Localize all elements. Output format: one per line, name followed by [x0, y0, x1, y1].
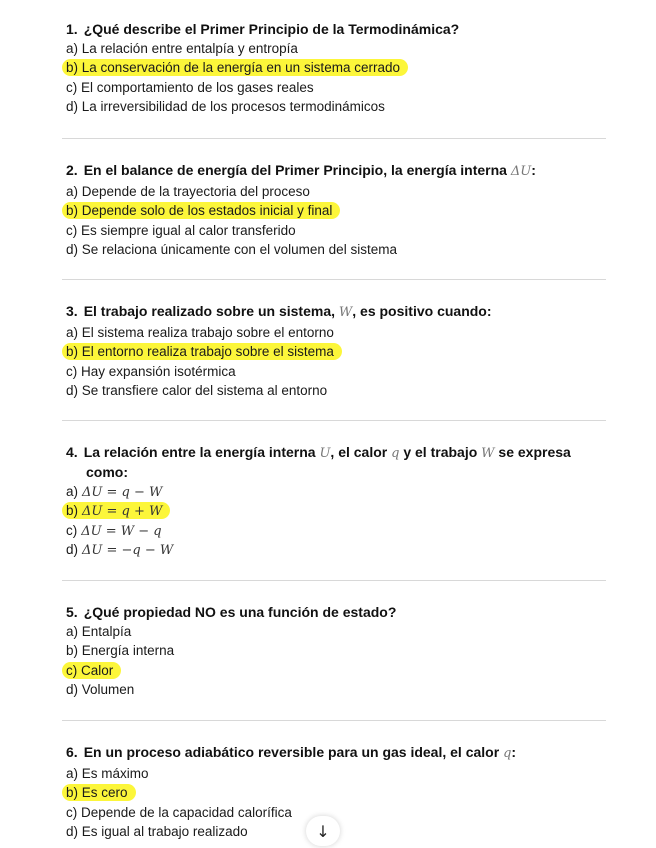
question-text-suffix: : — [511, 744, 517, 760]
option-c[interactable] — [66, 661, 626, 680]
option-d[interactable] — [66, 540, 626, 559]
option-text: El comportamiento de los gases reales — [81, 79, 314, 95]
math-symbol: W — [481, 446, 495, 461]
divider — [62, 720, 606, 721]
highlighted-answer — [62, 202, 340, 219]
question-2 — [66, 161, 626, 259]
option-text: Se transfiere calor del sistema al entorno — [81, 382, 328, 398]
option-b[interactable] — [66, 58, 626, 77]
option-letter: d) — [66, 541, 79, 557]
option-letter: a) — [66, 766, 79, 781]
option-letter: c) — [66, 662, 78, 678]
option-letter: a) — [66, 41, 79, 56]
divider — [62, 279, 606, 280]
divider — [62, 138, 606, 139]
option-c[interactable] — [66, 521, 626, 540]
option-text: Es siempre igual al calor transferido — [81, 222, 296, 238]
option-text: Es máximo — [81, 766, 149, 781]
question-text: En el balance de energía del Primer Principio, la energía interna — [83, 162, 507, 178]
question-4 — [66, 443, 626, 559]
option-letter: c) — [66, 522, 78, 538]
question-text: ¿Qué describe el Primer Principio de la Termodinámica? — [83, 21, 460, 37]
highlighted-answer — [62, 662, 121, 679]
question-text: , el calor — [330, 444, 388, 460]
question-number: 4. — [66, 444, 78, 460]
option-text: Entalpía — [81, 624, 132, 639]
option-letter: a) — [66, 624, 79, 639]
question-title — [66, 603, 626, 621]
option-text: Calor — [81, 662, 114, 678]
option-a[interactable] — [66, 182, 626, 201]
question-text: El trabajo realizado sobre un sistema, — [83, 303, 335, 319]
question-text-continuation: como: — [86, 464, 128, 480]
option-c[interactable] — [66, 803, 626, 822]
question-title — [66, 161, 626, 181]
option-formula: ΔU = q − W — [82, 485, 163, 500]
options-list — [66, 323, 626, 400]
option-formula: ΔU = q + W — [82, 504, 163, 520]
option-letter: d) — [66, 98, 79, 114]
option-letter: a) — [66, 484, 79, 499]
question-text: ¿Qué propiedad NO es una función de estado? — [83, 604, 397, 620]
math-symbol: q — [391, 446, 400, 461]
option-text: La relación entre entalpía y entropía — [81, 41, 298, 56]
question-title — [66, 302, 626, 322]
option-a[interactable] — [66, 323, 626, 342]
option-formula: ΔU = W − q — [81, 523, 162, 539]
option-letter: d) — [66, 241, 79, 257]
options-list — [66, 182, 626, 259]
question-text: En un proceso adiabático reversible para un gas ideal, el calor — [83, 744, 500, 760]
option-letter: d) — [66, 823, 79, 839]
option-letter: c) — [66, 804, 78, 820]
option-letter: c) — [66, 222, 78, 238]
option-letter: b) — [66, 785, 79, 801]
option-d[interactable] — [66, 381, 626, 400]
option-letter: d) — [66, 382, 79, 398]
option-a[interactable] — [66, 39, 626, 58]
question-text: se expresa — [498, 444, 571, 460]
option-b[interactable] — [66, 783, 626, 802]
question-title — [66, 443, 626, 481]
option-letter: a) — [66, 184, 79, 199]
options-list — [66, 482, 626, 559]
question-number: 1. — [66, 21, 78, 37]
option-c[interactable] — [66, 78, 626, 97]
option-letter: b) — [66, 503, 79, 519]
question-title — [66, 20, 626, 38]
question-text-suffix: , es positivo cuando: — [352, 303, 492, 319]
option-text: La irreversibilidad de los procesos termodinámicos — [81, 98, 385, 114]
highlighted-answer — [62, 784, 136, 801]
math-symbol: q — [503, 746, 512, 761]
question-text: La relación entre la energía interna — [83, 444, 316, 460]
option-text: El sistema realiza trabajo sobre el entorno — [81, 325, 334, 340]
question-3 — [66, 302, 626, 400]
highlighted-answer — [62, 59, 408, 76]
option-b[interactable] — [66, 501, 626, 520]
divider — [62, 580, 606, 581]
question-text: y el trabajo — [403, 444, 478, 460]
option-text: Depende solo de los estados inicial y final — [81, 203, 333, 219]
option-a[interactable] — [66, 764, 626, 783]
options-list — [66, 622, 626, 699]
options-list — [66, 39, 626, 116]
highlighted-answer — [62, 502, 170, 519]
question-text-suffix: : — [531, 162, 536, 178]
option-letter: b) — [66, 203, 79, 219]
option-letter: d) — [66, 681, 79, 697]
option-letter: b) — [66, 60, 79, 76]
option-text: Volumen — [81, 681, 135, 697]
divider — [62, 420, 606, 421]
question-number: 2. — [66, 162, 78, 178]
options-list — [66, 764, 626, 841]
question-1 — [66, 20, 626, 116]
math-symbol: ΔU — [510, 164, 532, 179]
question-6 — [66, 743, 626, 841]
math-symbol: U — [319, 446, 331, 461]
highlighted-answer — [62, 343, 342, 360]
question-number: 6. — [66, 744, 78, 760]
option-letter: c) — [66, 79, 78, 95]
question-number: 3. — [66, 303, 78, 319]
math-symbol: W — [338, 305, 353, 320]
option-d[interactable] — [66, 680, 626, 699]
option-c[interactable] — [66, 221, 626, 240]
question-title — [66, 743, 626, 763]
option-text: Depende de la trayectoria del proceso — [81, 184, 310, 199]
question-5 — [66, 603, 626, 699]
option-d[interactable] — [66, 822, 626, 841]
option-letter: b) — [66, 643, 79, 659]
option-d[interactable] — [66, 97, 626, 116]
option-a[interactable] — [66, 622, 626, 641]
option-letter: b) — [66, 344, 79, 360]
option-text: Es igual al trabajo realizado — [81, 823, 248, 839]
option-b[interactable] — [66, 342, 626, 361]
option-text: Hay expansión isotérmica — [81, 363, 236, 379]
option-b[interactable] — [66, 201, 626, 220]
option-letter: c) — [66, 363, 78, 379]
arrow-down-icon: ↓ — [316, 821, 330, 841]
option-text: La conservación de la energía en un sistema cerrado — [81, 60, 400, 76]
option-c[interactable] — [66, 362, 626, 381]
option-formula: ΔU = −q − W — [82, 542, 174, 558]
scroll-down-button[interactable] — [306, 816, 340, 846]
option-letter: a) — [66, 325, 79, 340]
option-d[interactable] — [66, 240, 626, 259]
option-b[interactable] — [66, 641, 626, 660]
question-number: 5. — [66, 604, 78, 620]
option-text: Se relaciona únicamente con el volumen del sistema — [81, 241, 397, 257]
option-text: Energía interna — [81, 643, 175, 659]
option-a[interactable] — [66, 482, 626, 501]
option-text: Es cero — [81, 785, 128, 801]
option-text: El entorno realiza trabajo sobre el sistema — [81, 344, 334, 360]
option-text: Depende de la capacidad calorífica — [81, 804, 292, 820]
